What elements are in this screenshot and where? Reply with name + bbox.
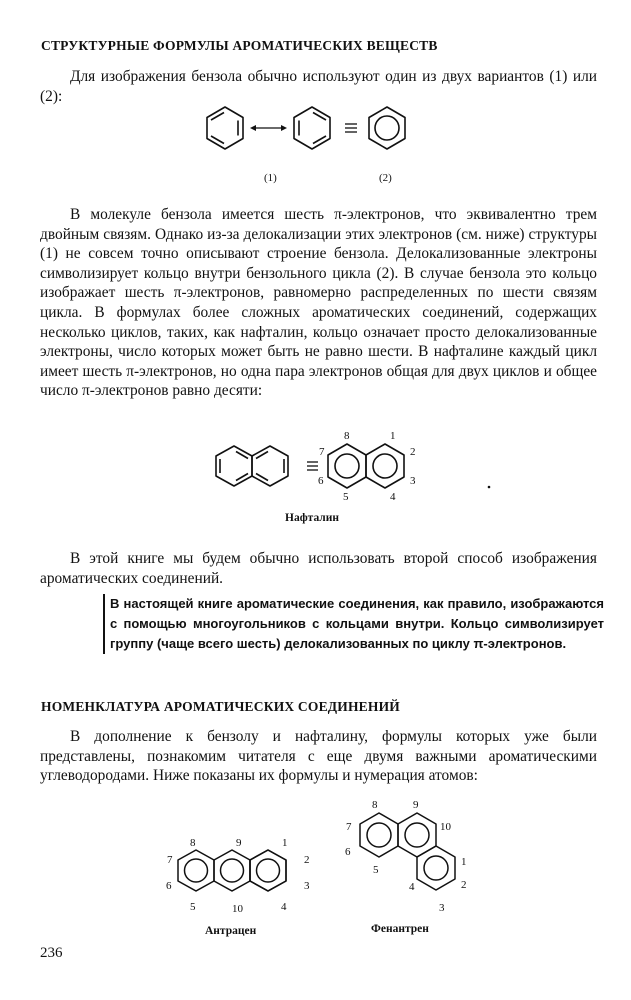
phenanthrene-caption: Фенантрен: [371, 923, 429, 935]
structure-label-1: (1): [264, 172, 277, 184]
svg-text:5: 5: [343, 491, 349, 503]
svg-text:2: 2: [461, 879, 467, 891]
benzene-ring-with-circle: [369, 107, 405, 149]
naphthalene-caption: Нафталин: [285, 512, 339, 524]
svg-text:4: 4: [281, 901, 287, 913]
svg-text:7: 7: [319, 446, 325, 458]
benzene-kekule-structure-1: [207, 107, 243, 149]
benzene-kekule-structure-2: [294, 107, 330, 149]
svg-text:8: 8: [344, 430, 350, 442]
section-heading-nomenclature: НОМЕНКЛАТУРА АРОМАТИЧЕСКИХ СОЕДИНЕНИЙ: [41, 699, 400, 714]
section-heading-structural-formulas: СТРУКТУРНЫЕ ФОРМУЛЫ АРОМАТИЧЕСКИХ ВЕЩЕСТВ: [41, 38, 438, 53]
svg-text:6: 6: [166, 880, 172, 892]
svg-text:9: 9: [413, 799, 419, 811]
svg-text:3: 3: [439, 902, 445, 914]
book-convention-paragraph: [40, 549, 597, 588]
svg-text:3: 3: [304, 880, 310, 892]
structure-label-2: (2): [379, 172, 392, 184]
svg-text:6: 6: [318, 475, 324, 487]
intro-text: Для изображения бензола обычно используют один из двух вариантов (1) или (2):: [40, 68, 597, 105]
svg-text:2: 2: [304, 854, 310, 866]
benzene-explanation-text: В молекуле бензола имеется шесть π-электронов, что эквивалентно трем двойным связям. Однако из-за делокализации этих электронов (см. ниже) структуры (1) не совсем точно описывают строение бензола. Делокализованные электроны символизирует кольцо внутри бензольного цикла (2). В случае бензола это кольцо изображает шесть π-электронов, равномерно распределенных по шести связям цикла. В формулах более сложных ароматических соединений, содержащих несколько циклов, таких, как нафталин, кольцо означает просто делокализованные электроны, число которых может быть не равно шести. В нафталине каждый цикл имеет шесть π-электронов, но одна пара электронов общая для двух циклов и общее число π-электронов равно десяти:: [40, 206, 597, 400]
naphthalene-ring-structure: [328, 444, 404, 488]
nomenclature-paragraph: [40, 727, 597, 786]
page-number: 236: [40, 945, 63, 961]
nomenclature-text: В дополнение к бензолу и нафталину, формулы которых уже были представлены, познакомим читателя с еще двумя важными ароматическими углеводородами. Ниже показаны их формулы и нумерация атомов:: [40, 728, 597, 785]
benzene-explanation-paragraph: [40, 205, 597, 401]
svg-text:5: 5: [373, 864, 379, 876]
phenanthrene-atom-numbers: [345, 799, 467, 914]
svg-text:10: 10: [440, 821, 451, 833]
speck: [488, 486, 491, 489]
svg-text:8: 8: [372, 799, 378, 811]
anthracene-caption: Антрацен: [205, 925, 257, 937]
svg-text:10: 10: [232, 903, 243, 915]
svg-text:5: 5: [190, 901, 196, 913]
svg-text:2: 2: [410, 446, 416, 458]
svg-text:7: 7: [346, 821, 352, 833]
svg-text:7: 7: [167, 854, 173, 866]
naphthalene-atom-numbers: [318, 430, 416, 503]
svg-text:1: 1: [390, 430, 396, 442]
svg-text:3: 3: [410, 475, 416, 487]
anthracene-atom-numbers: [166, 837, 310, 915]
anthracene-structure: [178, 850, 286, 891]
svg-text:1: 1: [461, 856, 467, 868]
svg-text:8: 8: [190, 837, 196, 849]
svg-text:4: 4: [390, 491, 396, 503]
svg-text:9: 9: [236, 837, 242, 849]
equivalence-sign-2: [307, 462, 318, 470]
equivalence-sign-1: [345, 124, 357, 132]
highlighted-note: В настоящей книге ароматические соединения, как правило, изображаются с помощью многоугольников с кольцами внутри. Кольцо символизирует группу (чаще всего шесть) делокализованных по циклу π-электронов.: [103, 594, 604, 654]
svg-text:6: 6: [345, 846, 351, 858]
svg-text:4: 4: [409, 881, 415, 893]
svg-text:1: 1: [282, 837, 288, 849]
naphthalene-kekule-structure: [216, 446, 288, 486]
resonance-arrow: [250, 125, 287, 131]
book-convention-text: В этой книге мы будем обычно использовать второй способ изображения ароматических соединений.: [40, 550, 597, 587]
